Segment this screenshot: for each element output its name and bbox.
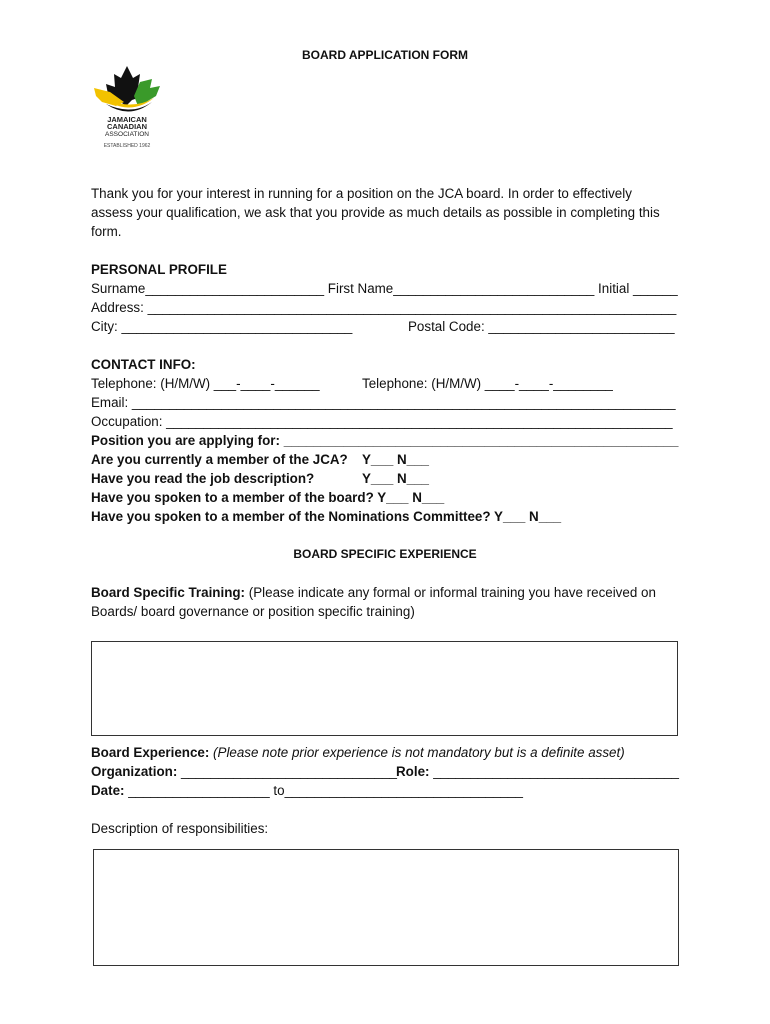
- date-label: Date:: [91, 783, 125, 798]
- job-description-question: Have you read the job description?: [91, 471, 315, 486]
- logo-word-2: CANADIAN: [107, 122, 147, 131]
- role-label: Role:: [396, 764, 430, 779]
- experience-label: Board Experience:: [91, 745, 210, 760]
- position-field[interactable]: Position you are applying for: _____________________________________________________: [91, 433, 679, 448]
- organization-line: [91, 762, 397, 781]
- responsibilities-textbox[interactable]: [93, 849, 679, 966]
- intro-line-3: form.: [91, 224, 122, 239]
- postal-code-field[interactable]: Postal Code: _________________________: [408, 319, 675, 334]
- form-title: BOARD APPLICATION FORM: [302, 48, 468, 62]
- date-line: [91, 781, 523, 800]
- nominations-spoken-question[interactable]: Have you spoken to a member of the Nominations Committee? Y___ N___: [91, 509, 562, 524]
- email-field[interactable]: Email: _________________________________________________________________________: [91, 395, 676, 410]
- intro-line-2: assess your qualification, we ask that you provide as much details as possible in completing this: [91, 205, 660, 220]
- role-line: [396, 762, 679, 781]
- responsibilities-label: Description of responsibilities:: [91, 821, 269, 836]
- organization-label: Organization:: [91, 764, 178, 779]
- role-field[interactable]: _________________________________: [429, 764, 679, 779]
- training-line-1: [91, 583, 656, 602]
- surname-name-initial-field[interactable]: Surname________________________ First Name___________________________ Initial ______: [91, 281, 678, 296]
- job-description-yes-no[interactable]: Y___ N___: [362, 471, 430, 486]
- occupation-field[interactable]: Occupation: ____________________________________________________________________: [91, 414, 673, 429]
- board-experience-heading: BOARD SPECIFIC EXPERIENCE: [293, 547, 477, 561]
- training-desc-2: Boards/ board governance or position specific training): [91, 604, 415, 619]
- intro-line-1: Thank you for your interest in running for a position on the JCA board. In order to effectively: [91, 186, 632, 201]
- contact-info-heading: CONTACT INFO:: [91, 357, 196, 372]
- organization-field[interactable]: _____________________________: [177, 764, 397, 779]
- training-label: Board Specific Training:: [91, 585, 246, 600]
- board-spoken-question[interactable]: Have you spoken to a member of the board? Y___ N___: [91, 490, 445, 505]
- member-question: Are you currently a member of the JCA?: [91, 452, 348, 467]
- personal-profile-heading: PERSONAL PROFILE: [91, 262, 227, 277]
- telephone-field-1[interactable]: Telephone: (H/M/W) ___-____-______: [91, 376, 320, 391]
- telephone-field-2[interactable]: Telephone: (H/M/W) ____-____-________: [362, 376, 613, 391]
- date-field[interactable]: ___________________ to________________________________: [124, 783, 523, 798]
- member-yes-no[interactable]: Y___ N___: [362, 452, 430, 467]
- experience-line: [91, 743, 625, 762]
- training-textbox[interactable]: [91, 641, 678, 736]
- jca-logo: [88, 62, 166, 157]
- logo-word-1: JAMAICAN: [107, 115, 147, 124]
- experience-note: (Please note prior experience is not mandatory but is a definite asset): [209, 745, 625, 760]
- address-field[interactable]: Address: _______________________________________________________________________: [91, 300, 677, 315]
- city-field[interactable]: City: _______________________________: [91, 319, 353, 334]
- logo-word-3: ASSOCIATION: [105, 131, 149, 138]
- training-desc-1: (Please indicate any formal or informal training you have received on: [245, 585, 656, 600]
- logo-established: ESTABLISHED 1962: [103, 143, 151, 149]
